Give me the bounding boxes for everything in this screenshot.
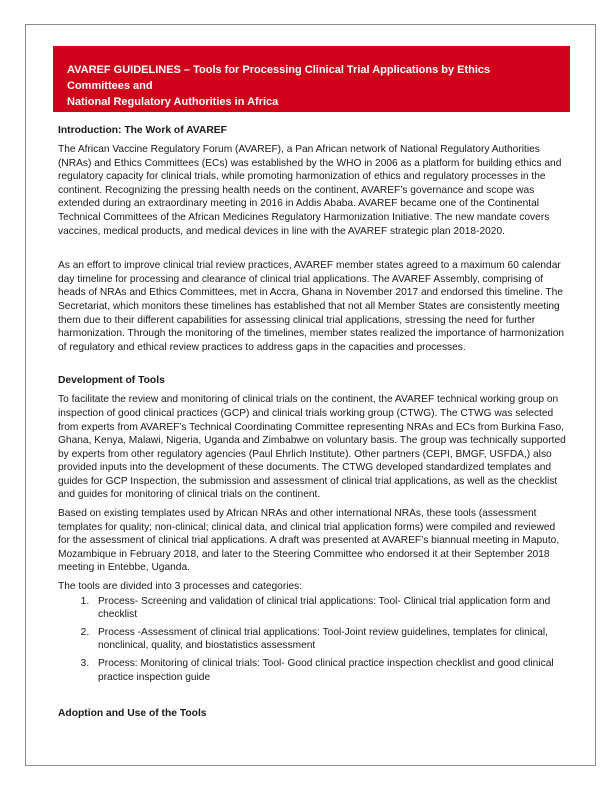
process-list-item: 1. Process- Screening and validation of clinical trial applications: Tool- Clinical trial application form and checklist	[92, 595, 568, 622]
process-list-item: 2. Process -Assessment of clinical trial applications: Tool-Joint review guidelines, templates for clinical, nonclinical, quality, and biostatistics assessment	[92, 626, 568, 653]
section-heading-introduction: Introduction: The Work of AVAREF	[58, 125, 227, 136]
development-paragraph-1: To facilitate the review and monitoring of clinical trials on the continent, the AVAREF technical working group on inspection of good clinical practices (GCP) and clinical trials working group (CTWG). The CTWG was selected from experts from AVAREF’s Technical Coordinating Committee representing NRAs and ECs from Burkina Faso, Ghana, Kenya, Malawi, Nigeria, Uganda and Zimbabwe on voluntary basis. The group was technically supported by experts from other regulatory agencies (Paul Ehrlich Institute). Other partners (CEPI, BMGF, USFDA,) also provided inputs into the development of these documents. The CTWG developed standardized templates and guides for GCP Inspection, the submission and assessment of clinical trial applications, as well as the checklist and guides for monitoring of clinical trials on the continent.	[58, 394, 566, 501]
intro-paragraph-2: As an effort to improve clinical trial review practices, AVAREF member states agreed to a maximum 60 calendar day timeline for processing and clearance of clinical trial applications. The AVAREF Assembly, comprising of heads of NRAs and Ethics Committees, met in Accra, Ghana in November 2017 and endorsed this timeline. The Secretariat, which monitors these timelines has established that not all Member States are consistently meeting them due to their different capabilities for assessing clinical trial applications, stressing the need for further harmonization. Through the monitoring of the timelines, member states realized the importance of harmonization of regulatory and ethical review practices to address gaps in the capacities and processes.	[58, 260, 565, 353]
intro-paragraph-1: The African Vaccine Regulatory Forum (AVAREF), a Pan African network of National Regulatory Authorities (NRAs) and Ethics Committees (ECs) was established by the WHO in 2006 as a platform for building ethics and regulatory capacity for clinical trials, while promoting harmonization of ethics and regulatory processes in the continent. Recognizing the pressing health needs on the continent, AVAREF’s governance and scope was extended during an extraordinary meeting in 2016 in Addis Ababa. AVAREF became one of the Continental Technical Committees of the African Medicines Regulatory Harmonization Initiative. The new mandate covers vaccines, medical products, and medical devices in line with the AVAREF strategic plan 2018-2020.	[58, 144, 562, 237]
banner-title-line-2: National Regulatory Authorities in Africa	[67, 96, 279, 108]
banner-title-line-1: AVAREF GUIDELINES – Tools for Processing Clinical Trial Applications by Ethics Committees and	[67, 64, 491, 92]
section-heading-adoption: Adoption and Use of the Tools	[58, 708, 207, 720]
development-paragraph-3: The tools are divided into 3 processes and categories:	[58, 581, 303, 593]
section-heading-development: Development of Tools	[58, 375, 165, 387]
process-list	[58, 595, 568, 685]
development-paragraph-2: Based on existing templates used by African NRAs and other international NRAs, these tools (assessment templates for quality; non-clinical; clinical data, and clinical trial application forms) were compiled and reviewed for the assessment of clinical trial applications. A draft was presented at AVAREF’s biannual meeting in Maputo, Mozambique in February 2018, and later to the Steering Committee who endorsed it at their September 2018 meeting in Entebbe, Uganda.	[58, 508, 560, 574]
document-body	[58, 124, 568, 726]
process-list-item: 3. Process: Monitoring of clinical trials: Tool- Good clinical practice inspection checklist and good clinical practice inspection guide	[92, 657, 568, 684]
title-banner	[53, 46, 570, 112]
